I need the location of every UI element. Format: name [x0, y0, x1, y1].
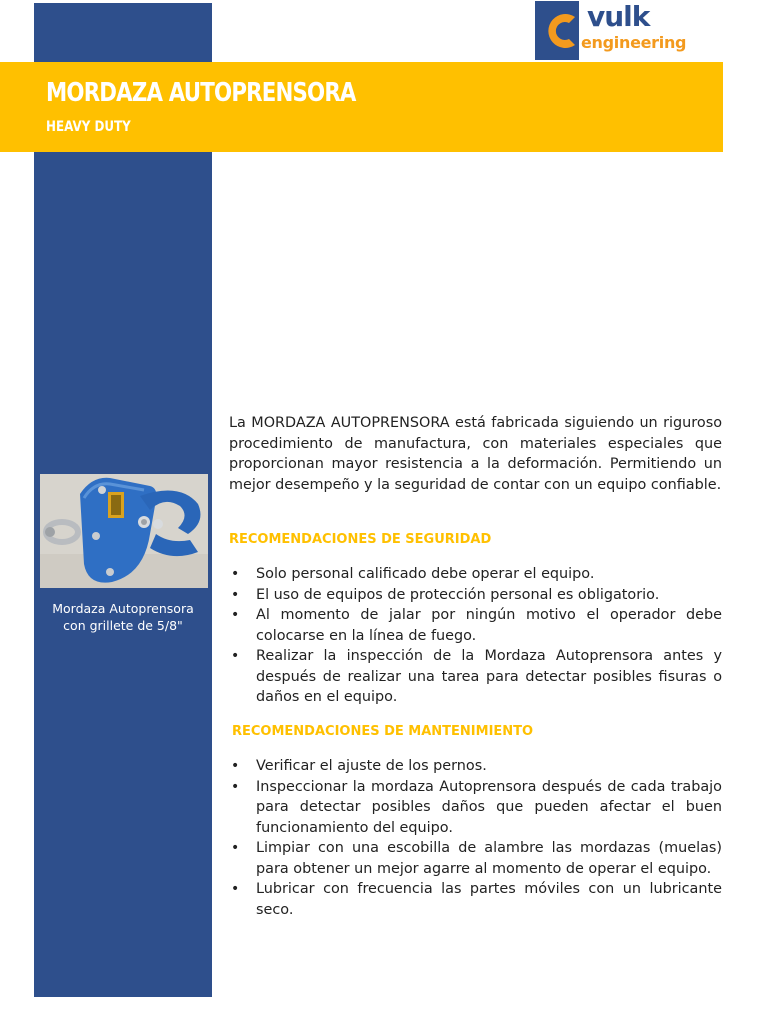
list-item: • Verificar el ajuste de los pernos.: [229, 756, 722, 777]
company-logo: [535, 0, 725, 60]
photo-caption-line2: con grillete de 5/8": [63, 618, 183, 633]
logo-text-engineering: engineering: [581, 33, 687, 52]
list-item: • Lubricar con frecuencia las partes móviles con un lubricante seco.: [229, 879, 722, 920]
product-photo: [40, 474, 208, 588]
logo-text-vulk: vulk: [587, 0, 650, 33]
list-item: • Inspeccionar la mordaza Autoprensora después de cada trabajo para detectar posibles daños que pueden afectar el buen funcionamiento del equipo.: [229, 777, 722, 839]
maintenance-list: [229, 756, 722, 920]
maintenance-heading: RECOMENDACIONES DE MANTENIMIENTO: [232, 724, 534, 739]
page-title: MORDAZA AUTOPRENSORA: [46, 78, 356, 108]
list-item: • El uso de equipos de protección personal es obligatorio.: [229, 585, 722, 606]
safety-heading: RECOMENDACIONES DE SEGURIDAD: [229, 532, 492, 547]
photo-caption: [34, 600, 212, 634]
intro-paragraph: La MORDAZA AUTOPRENSORA está fabricada siguiendo un riguroso procedimiento de manufactura, con materiales especiales que proporcionan mayor resistencia a la deformación. Permitiendo un mejor desempeño y la seguridad de contar con un equipo confiable.: [229, 415, 722, 493]
list-item: • Limpiar con una escobilla de alambre las mordazas (muelas) para obtener un mejor agarre al momento de operar el equipo.: [229, 838, 722, 879]
page-subtitle: HEAVY DUTY: [46, 119, 131, 135]
photo-caption-line1: Mordaza Autoprensora: [52, 601, 194, 616]
main-content: [229, 413, 722, 918]
list-item: • Al momento de jalar por ningún motivo el operador debe colocarse en la línea de fuego.: [229, 605, 722, 646]
safety-list: [229, 564, 722, 708]
logo-mark: [535, 1, 579, 60]
list-item: • Solo personal calificado debe operar el equipo.: [229, 564, 722, 585]
list-item: • Realizar la inspección de la Mordaza Autoprensora antes y después de realizar una tarea para detectar posibles fisuras o daños en el equipo.: [229, 646, 722, 708]
